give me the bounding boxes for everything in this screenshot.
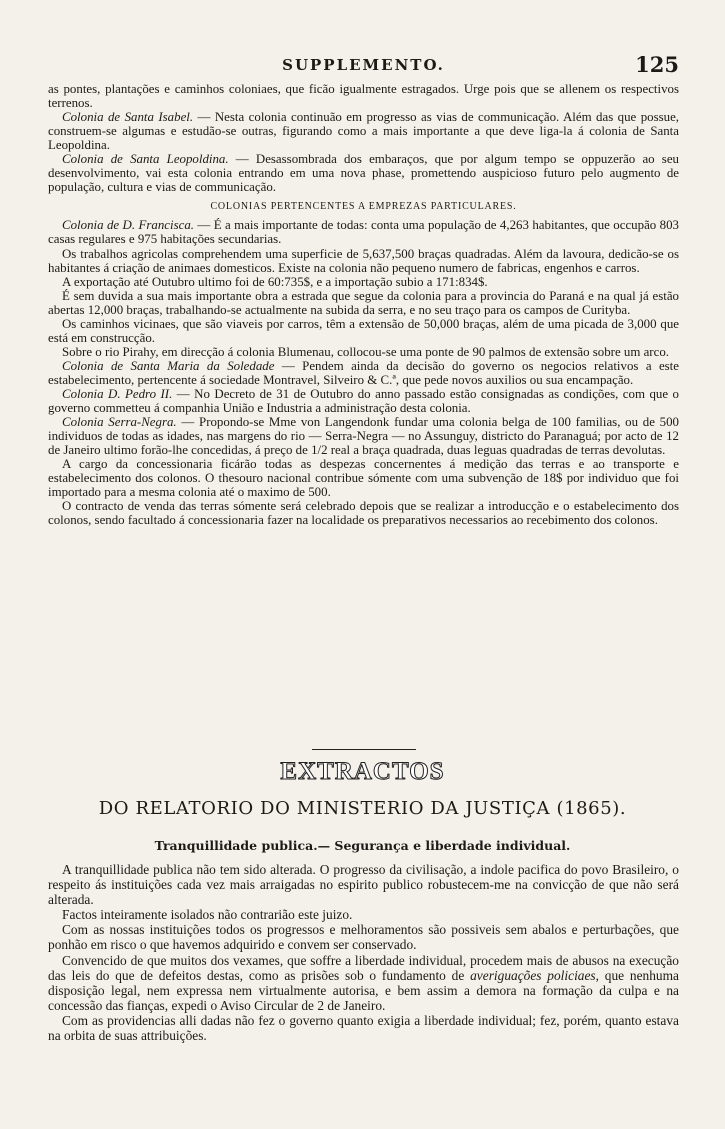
paragraph: A exportação até Outubro ultimo foi de 60:735$, e a importação subio a 171:834$. (62, 274, 488, 289)
paragraph: Sobre o rio Pirahy, em direcção á colonia Blumenau, collocou-se uma ponte de 90 palmos de extensão sobre um arco. (62, 344, 669, 359)
paragraph-text: — Nesta colonia continuão em progresso as vias de communicação. Além das que possue, construem-se algumas e estudão-se outras, figurando como a mais importante a que deve liga-la á colonia de Santa Leopoldina. (48, 110, 680, 153)
paragraph: Os caminhos vicinaes, que são viaveis por carros, têm a extensão de 50,000 braças, além de uma picada de 3,000 que está em construcção. (48, 316, 679, 345)
paragraph: Factos inteiramente isolados não contrarião este juizo. (62, 907, 353, 923)
colony-name: Colonia de Santa Maria da Soledade (62, 358, 275, 373)
running-head (48, 52, 679, 78)
paragraph: as pontes, plantações e caminhos coloniaes, que ficão igualmente estragados. Urge pois que se allenem os respectivos terrenos. (48, 82, 679, 111)
paragraph: Com as providencias alli dadas não fez o governo quanto exigia a liberdade individual; fez, porém, quanto estava na orbita de suas attribuições. (48, 1012, 679, 1044)
colony-name: Colonia de Santa Isabel. (62, 110, 194, 125)
colony-name: Colonia Serra-Negra. (62, 415, 177, 430)
italic-phrase: averiguações policiaes (470, 967, 596, 983)
colony-name: Colonia de Santa Leopoldina. (62, 152, 229, 167)
paragraph-text: — É a mais importante de todas: conta uma população de 4,263 habitantes, que occupão 803 casas regulares e 975 habitações secundarias. (48, 218, 679, 247)
paragraph: O contracto de venda das terras sómente será celebrado depois que se realizar a introducção e o estabelecimento dos colonos, sendo facultado á concessionaria fazer na localidade os preparativos necessarios ao recebimento dos colonos. (48, 499, 679, 528)
paragraph (48, 359, 679, 387)
paragraph (48, 110, 679, 152)
section-heading: COLONIAS PERTENCENTES A EMPREZAS PARTICULARES. (210, 201, 517, 213)
paragraph (48, 387, 679, 415)
colony-name: Colonia de D. Francisca. (62, 218, 194, 233)
report-title: DO RELATORIO DO MINISTERIO DA JUSTIÇA (1865). (98, 798, 627, 819)
paragraph (48, 152, 679, 194)
paragraph: A cargo da concessionaria ficárão todas as despezas concernentes á medição das terras e ao transporte e estabelecimento dos colonos. O thesouro nacional contribue sómente com uma subvenção de 18$ por individuo que foi importado para a mesma colonia até o maximo de 500. (48, 457, 679, 500)
paragraph: A tranquillidade publica não tem sido alterada. O progresso da civilisação, a indole pacifica do povo Brasileiro, o respeito ás instituições cada vez mais arraigadas no espirito publico robustecem-me na convicção de que não será alterada. (48, 862, 679, 908)
section-subtitle: Tranquillidade publica.— Segurança e liberdade individual. (154, 838, 571, 853)
paragraph (48, 953, 679, 1013)
paragraph-text: , que nenhuma disposição legal, nem expressa nem virtualmente autorisa, e bem assim a demora na formação da culpa e na concessão das fianças, expedi o Aviso Circular de 2 de Janeiro. (48, 967, 679, 1013)
paragraph-text: — Pendem ainda da decisão do governo os negocios relativos a este estabelecimento, pertencente á sociedade Montravel, Silveiro & C.ª, que pede novos auxilios ou sua encampação. (48, 358, 679, 387)
paragraph-text: — No Decreto de 31 de Outubro do anno passado estão consignadas as condições, com que o governo commetteu á companhia União e Industria a administração desta colonia. (48, 386, 679, 416)
extractos-heading: EXTRACTOS (280, 758, 445, 785)
paragraph-text: Convencido de que muitos dos vexames, que soffre a liberdade individual, procedem mais de abusos na execução das leis do que de defeitos destas, como as prisões sob o fundamento de (48, 952, 679, 983)
paragraph: É sem duvida a sua mais importante obra a estrada que segue da colonia para a provincia do Paraná e na qual já estão abertas 12,000 braças, trabalhando-se actualmente na subida da serra, e no seu traço para os campos de Curityba. (48, 288, 679, 317)
running-title: SUPPLEMENTO. (282, 56, 445, 74)
paragraph: Os trabalhos agricolas comprehendem uma superficie de 5,637,500 braças quadradas. Além da lavoura, dedicão-se os habitantes á criação de animaes domesticos. Existe na colonia não pequeno numero de fabricas, engenhos e carros. (48, 246, 679, 275)
paragraph-text: — Desassombrada dos embaraços, que por algum tempo se oppuzerão ao seu desenvolvimento, vai esta colonia entrando em uma nova phase, promettendo auspicioso futuro pelo augmento de população, cultura e vias de communicação. (48, 152, 679, 195)
page-number: 125 (635, 52, 679, 77)
colonies-text-block (48, 82, 679, 527)
paragraph: Com as nossas instituições todos os progressos e melhoramentos são possiveis sem abalos e perturbações, que ponhão em risco o que havemos adquirido e convem ser conservado. (48, 922, 679, 953)
colony-name: Colonia D. Pedro II. (62, 386, 173, 401)
paragraph-text: — Propondo-se Mme von Langendonk fundar uma colonia belga de 100 familias, ou de 500 individuos de todas as idades, nas margens do rio — Serra-Negra — no Assunguy, districto do Paranaguá; por acto de 12 de Janeiro ultimo forão-lhe concedidas, á preço de 1/2 real a braça quadrada, duas leguas quadradas de terras devolutas. (48, 415, 679, 458)
justice-report-text-block (48, 862, 679, 1043)
section-divider (312, 749, 416, 750)
paragraph (48, 415, 679, 457)
paragraph (48, 218, 679, 246)
